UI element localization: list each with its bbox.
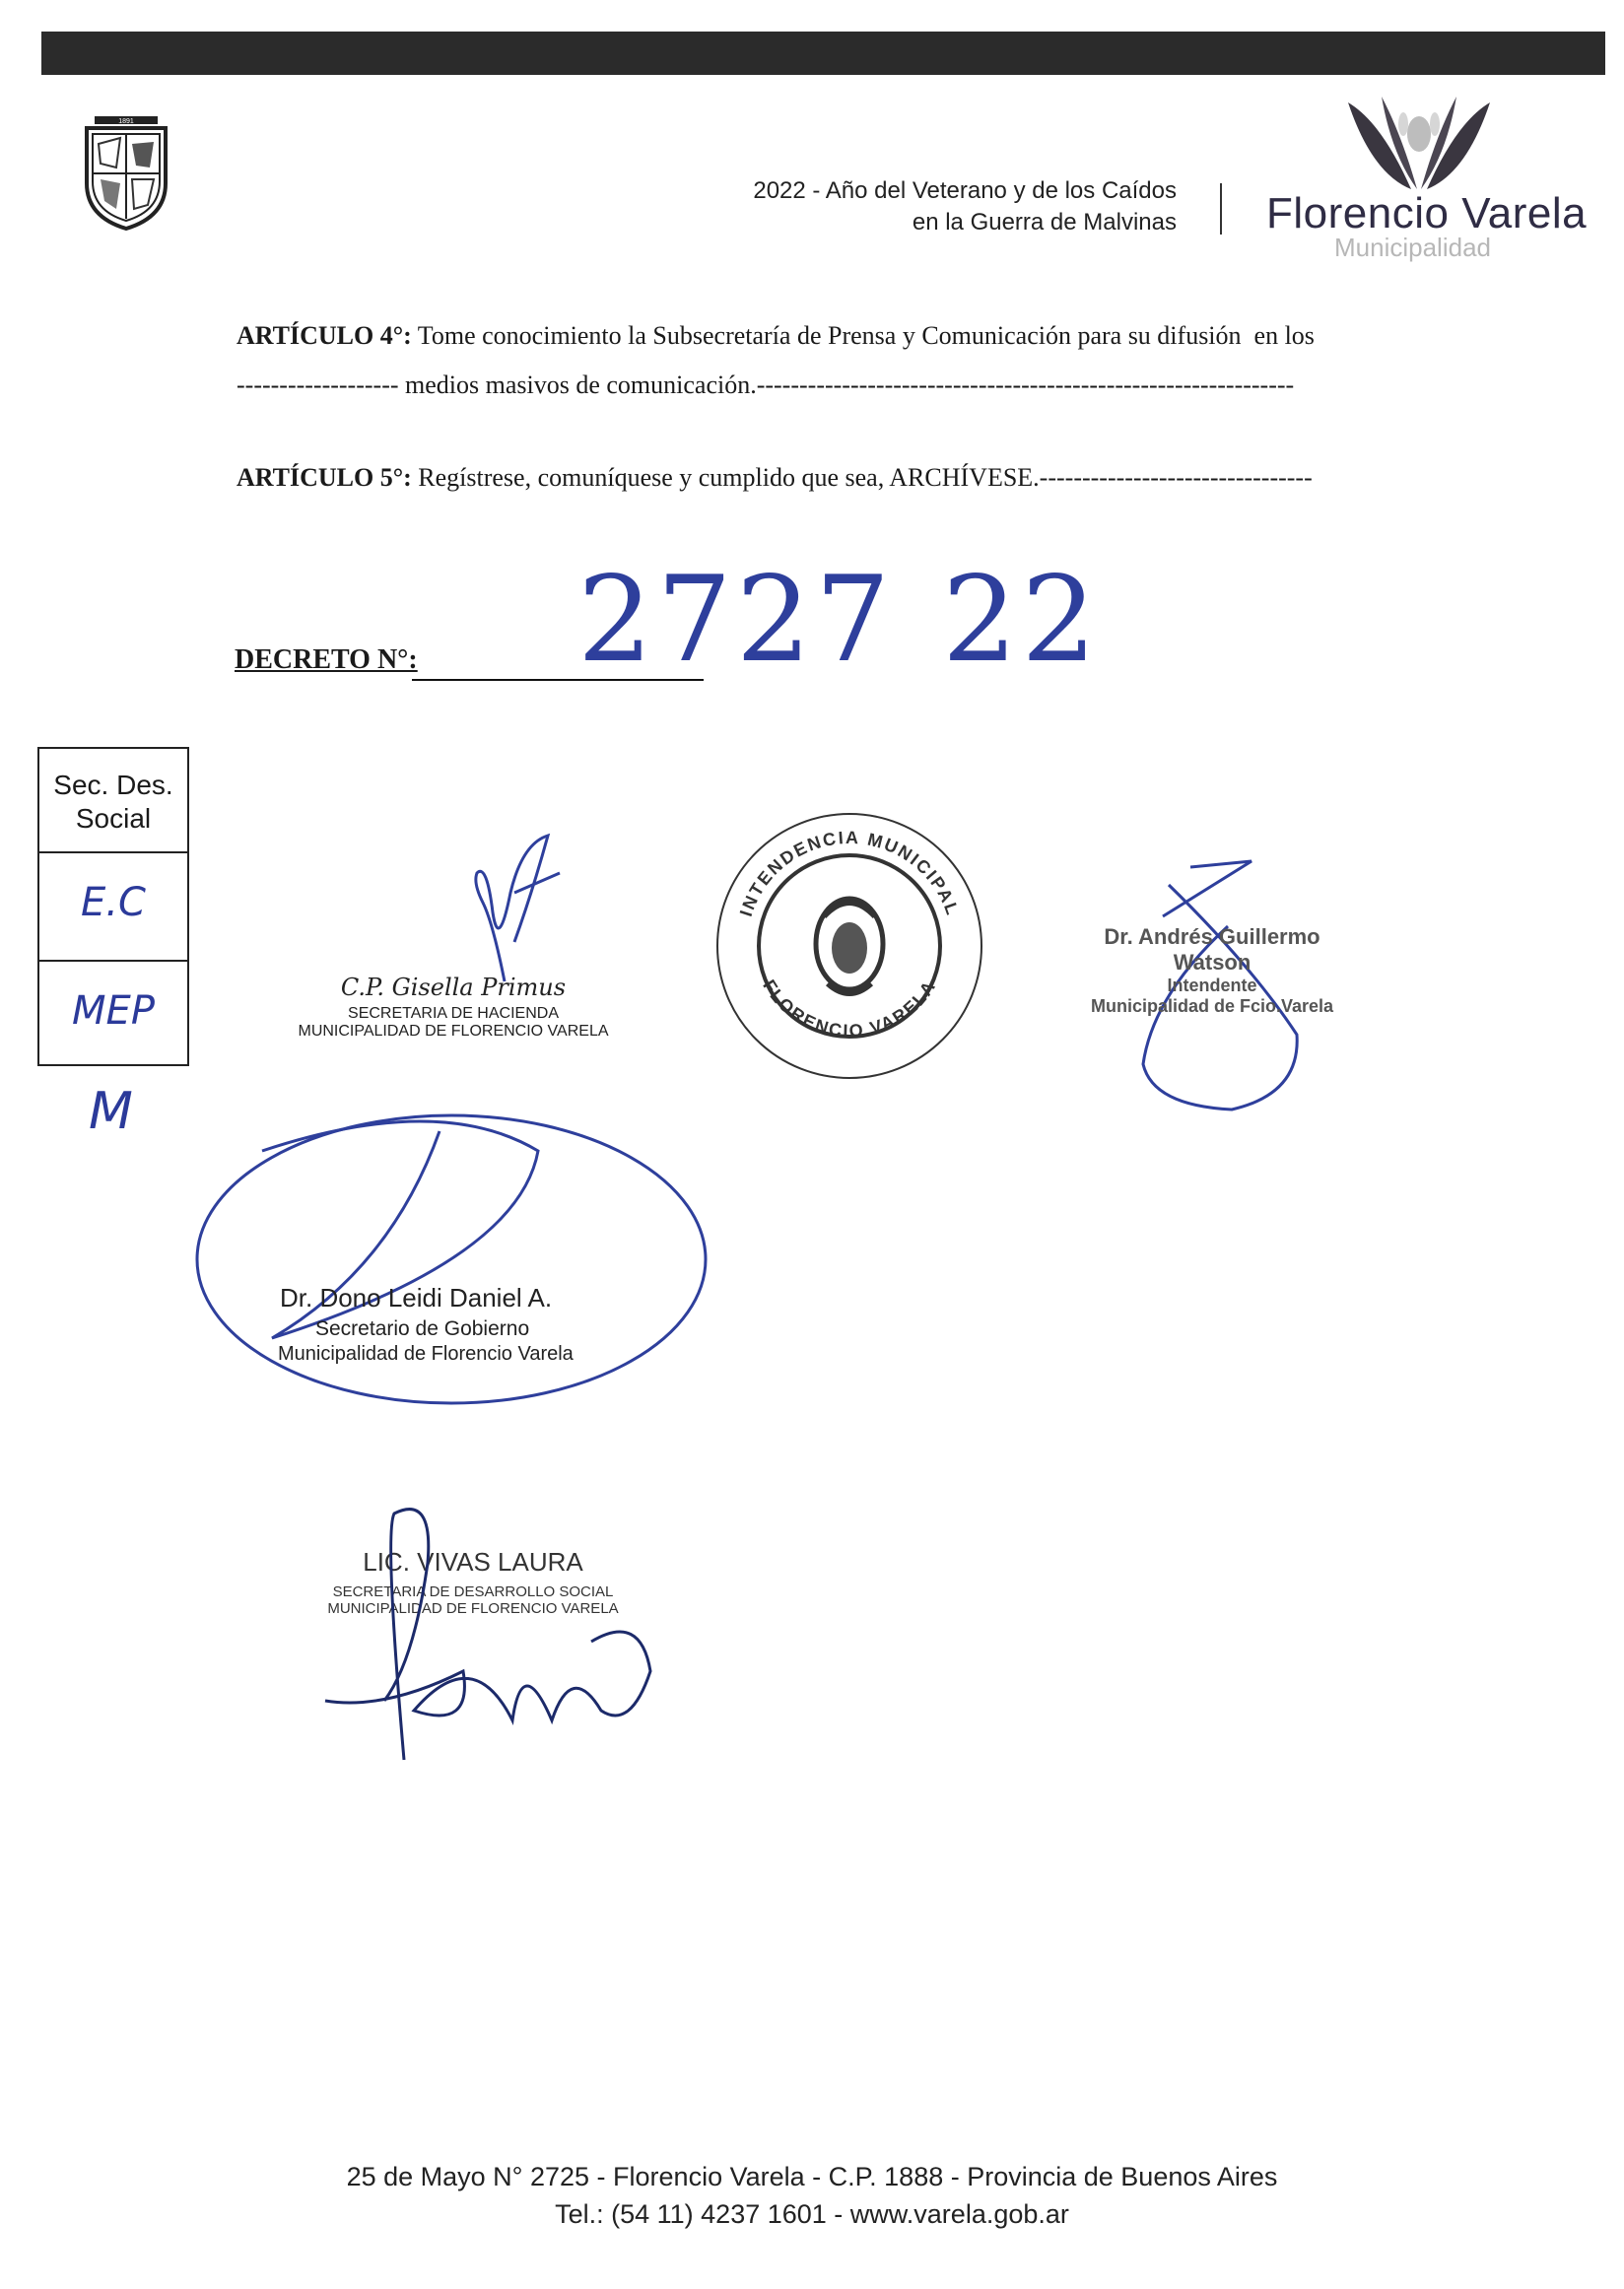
intendente-signature-block (1064, 924, 1360, 1017)
municipal-seal-icon (713, 810, 985, 1082)
gobierno-name: Dr. Dono Leidi Daniel A. (280, 1283, 553, 1313)
article-5-label: ARTÍCULO 5°: (237, 463, 412, 492)
header-divider (1220, 183, 1222, 235)
article-4-label: ARTÍCULO 4°: (237, 321, 412, 350)
seal-top-text: INTENDENCIA MUNICIPAL (735, 827, 964, 919)
shield-year: 1891 (118, 118, 134, 125)
routing-box-title: Sec. Des. Social (39, 749, 187, 853)
decreto-year-stamp: 22 (942, 552, 1101, 689)
gobierno-org: Municipalidad de Florencio Varela (278, 1343, 574, 1365)
hacienda-name: C.P. Gisella Primus (340, 974, 567, 1001)
footer-address: 25 de Mayo N° 2725 - Florencio Varela - C.P. 1888 - Provincia de Buenos Aires (346, 2162, 1278, 2191)
social-role: SECRETARIA DE DESARROLLO SOCIAL (332, 1583, 614, 1600)
gobierno-role: Secretario de Gobierno (315, 1317, 530, 1340)
intendente-role: Intendente (1167, 976, 1257, 995)
municipal-shield-icon (81, 114, 171, 231)
seal-bottom-text: FLORENCIO VARELA (759, 976, 940, 1042)
article-4 (237, 319, 1315, 353)
article-5 (237, 461, 1313, 495)
decreto-label: DECRETO N°: (235, 644, 418, 675)
year-motto-line2: en la Guerra de Malvinas (912, 209, 1177, 236)
scan-top-bar (41, 32, 1605, 75)
article-4-continuation: ------------------- medios masivos de comunicación.--------------------------------------------------------------- (237, 370, 1295, 399)
hacienda-signature-block (266, 974, 641, 1041)
intendente-name: Dr. Andrés Guillermo Watson (1104, 924, 1320, 975)
social-name: LIC. VIVAS LAURA (363, 1547, 583, 1577)
routing-initials-m: M (89, 1082, 133, 1141)
social-signature-icon (325, 1494, 660, 1770)
florencio-varela-logo-icon (1342, 95, 1496, 193)
article-5-text: Regístrese, comuníquese y cumplido que sea, ARCHÍVESE.-------------------------------- (411, 463, 1313, 492)
svg-text:FLORENCIO VARELA (759, 976, 940, 1042)
hacienda-org: MUNICIPALIDAD DE FLORENCIO VARELA (298, 1023, 609, 1040)
hacienda-signature-icon (453, 834, 562, 991)
brand-name: Florencio Varela (1266, 189, 1588, 237)
intendente-org: Municipalidad de Fcio.Varela (1090, 996, 1334, 1016)
article-4-text: Tome conocimiento la Subsecretaría de Prensa y Comunicación para su difusión en los (411, 321, 1315, 350)
gobierno-signature-block (280, 1283, 574, 1366)
year-motto-line1: 2022 - Año del Veterano y de los Caídos (753, 177, 1177, 204)
brand-subtitle: Municipalidad (1334, 233, 1491, 262)
routing-initials-ec: E.C (39, 853, 187, 962)
hacienda-role: SECRETARIA DE HACIENDA (348, 1005, 559, 1022)
routing-initials-mep: MEP (72, 988, 155, 1034)
decreto-number-stamp: 2727 (577, 552, 895, 689)
year-motto (753, 175, 1177, 238)
footer-contact: Tel.: (54 11) 4237 1601 - www.varela.gob.ar (555, 2199, 1069, 2229)
routing-box (37, 747, 189, 1066)
social-org: MUNICIPALIDAD DE FLORENCIO VARELA (327, 1600, 619, 1617)
